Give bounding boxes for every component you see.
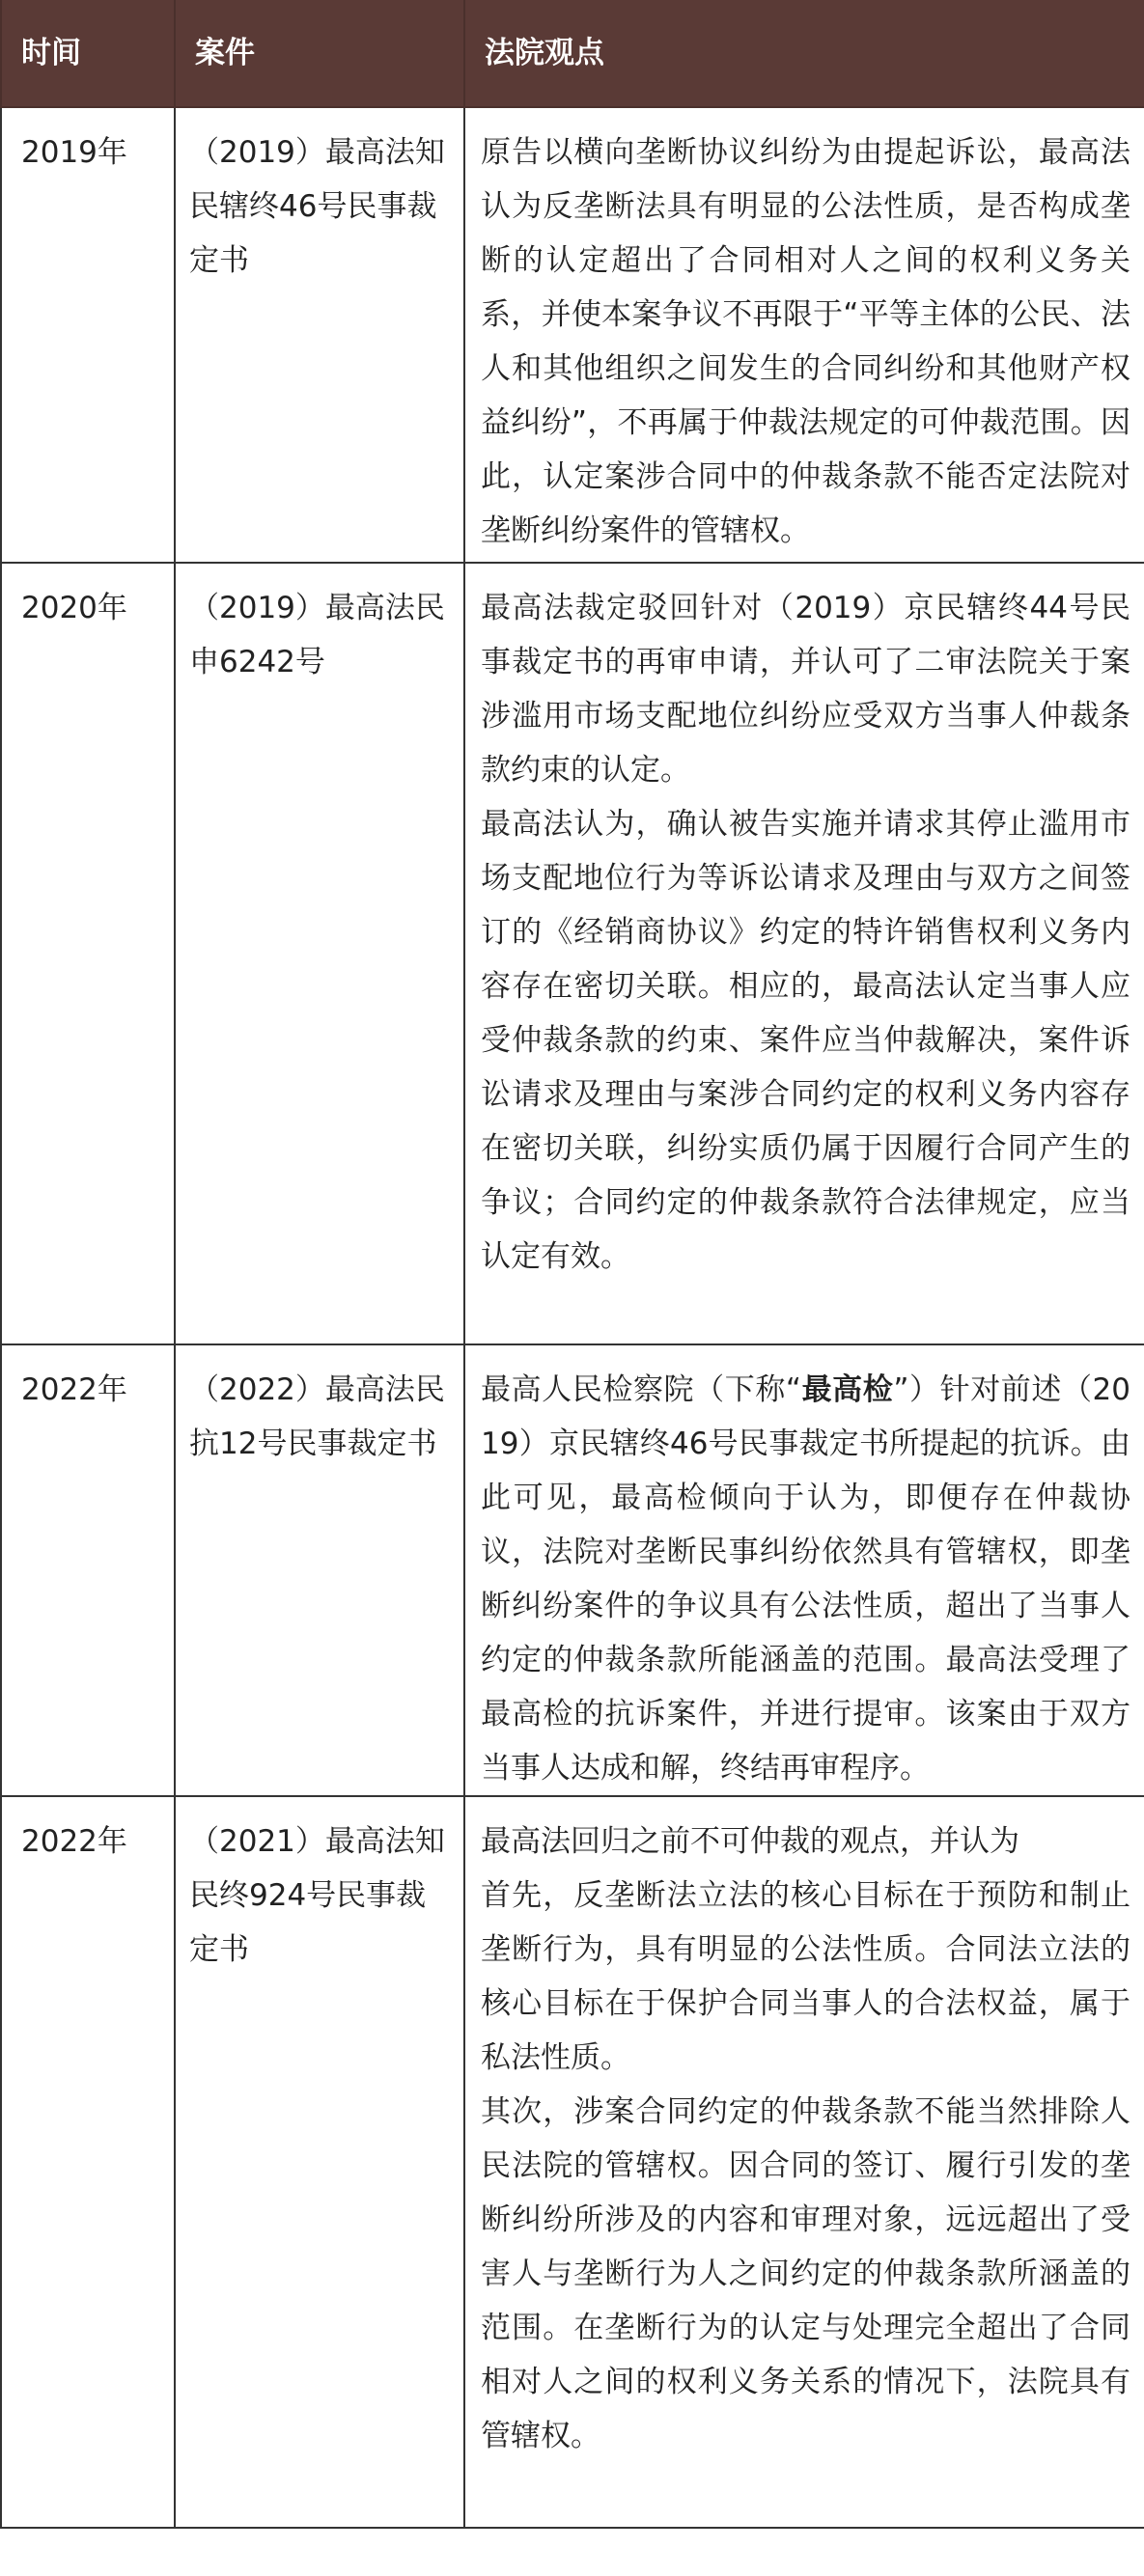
table-row [1, 1344, 1144, 1796]
case-text: （2021）最高法知民终924号民事裁定书 [189, 1824, 445, 1967]
view-paragraph: 最高法回归之前不可仲裁的观点，并认为 [481, 1824, 1019, 1859]
cell-case [175, 563, 464, 1344]
view-paragraph: 最高法裁定驳回针对（2019）京民辖终44号民事裁定书的再审申请，并认可了二审法院关于案涉滥用市场支配地位纠纷应受双方当事人仲裁条款约束的认定。 [481, 591, 1130, 788]
view-paragraph: 原告以横向垄断协议纠纷为由提起诉讼，最高法认为反垄断法具有明显的公法性质，是否构成垄断的认定超出了合同相对人之间的权利义务关系，并使本案争议不再限于“平等主体的公民、法人和其他组织之间发生的合同纠纷和其他财产权益纠纷”，不再属于仲裁法规定的可仲裁范围。因此，认定案涉合同中的仲裁条款不能否定法院对垄断纠纷案件的管辖权。 [481, 135, 1130, 548]
cell-time: 2022年 [1, 1796, 175, 2528]
cell-case [175, 1344, 464, 1796]
view-intro: 最高人民检察院（下称“ [481, 1372, 801, 1407]
cell-time: 2019年 [1, 107, 175, 563]
header-row [1, 0, 1144, 107]
cell-case [175, 1796, 464, 2528]
view-paragraph: 首先，反垄断法立法的核心目标在于预防和制止垄断行为，具有明显的公法性质。合同法立法的核心目标在于保护合同当事人的合法权益，属于私法性质。 [481, 1878, 1130, 2075]
view-paragraph [481, 1363, 1130, 1795]
case-text: （2019）最高法民申6242号 [189, 591, 445, 679]
view-rest: ”）针对前述（2019）京民辖终46号民事裁定书所提起的抗诉。由此可见，最高检倾向于认为，即便存在仲裁协议，法院对垄断民事纠纷依然具有管辖权，即垄断纠纷案件的争议具有公法性质，超出了当事人约定的仲裁条款所能涵盖的范围。最高法受理了最高检的抗诉案件，并进行提审。该案由于双方当事人达成和解，终结再审程序。 [481, 1372, 1131, 1786]
header-case: 案件 [175, 0, 464, 107]
view-paragraph: 最高法认为，确认被告实施并请求其停止滥用市场支配地位行为等诉讼请求及理由与双方之间签订的《经销商协议》约定的特许销售权利义务内容存在密切关联。相应的，最高法认定当事人应受仲裁条款的约束、案件应当仲裁解决，案件诉讼请求及理由与案涉合同约定的权利义务内容存在密切关联，纠纷实质仍属于因履行合同产生的争议；合同约定的仲裁条款符合法律规定，应当认定有效。 [481, 807, 1130, 1274]
table-body [1, 107, 1144, 2528]
case-text: （2022）最高法民抗12号民事裁定书 [189, 1372, 445, 1461]
table-header [1, 0, 1144, 107]
view-paragraph: 其次，涉案合同约定的仲裁条款不能当然排除人民法院的管辖权。因合同的签订、履行引发的垄断纠纷所涉及的内容和审理对象，远远超出了受害人与垄断行为人之间约定的仲裁条款所涵盖的范围。在垄断行为的认定与处理完全超出了合同相对人之间的权利义务关系的情况下，法院具有管辖权。 [481, 2094, 1130, 2453]
cell-time: 2020年 [1, 563, 175, 1344]
cell-view [464, 107, 1144, 563]
cell-view [464, 1796, 1144, 2528]
header-time: 时间 [1, 0, 175, 107]
case-text: （2019）最高法知民辖终46号民事裁定书 [189, 135, 445, 278]
cell-case [175, 107, 464, 563]
view-bold-term: 最高检 [800, 1372, 894, 1407]
table-row [1, 1796, 1144, 2528]
header-view: 法院观点 [464, 0, 1144, 107]
table-row [1, 563, 1144, 1344]
cell-view [464, 1344, 1144, 1796]
cell-time: 2022年 [1, 1344, 175, 1796]
table-row [1, 107, 1144, 563]
cell-view [464, 563, 1144, 1344]
